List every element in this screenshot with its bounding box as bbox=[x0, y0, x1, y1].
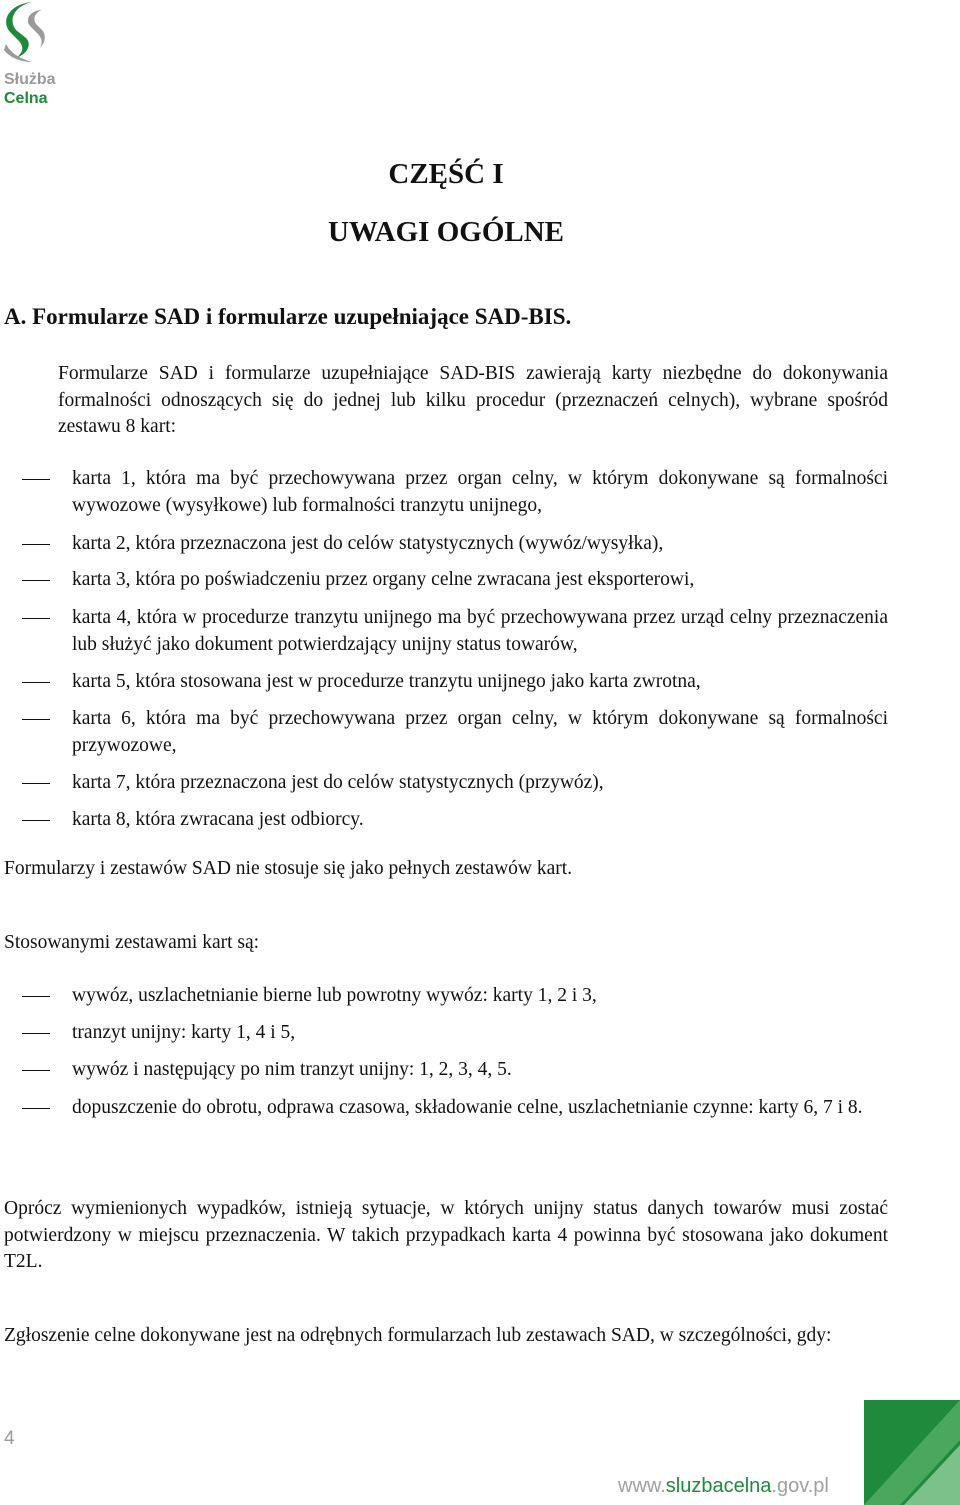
list-item-text: karta 1, która ma być przechowywana przez organ celny, w którym dokonywane są formalności wywozowe (wysyłkowe) lub formalności tranzytu unijnego, bbox=[72, 468, 888, 516]
section-heading: UWAGI OGÓLNE bbox=[327, 216, 565, 248]
dash-bullet bbox=[22, 1108, 50, 1109]
dash-bullet bbox=[22, 618, 50, 619]
dash-bullet bbox=[22, 544, 50, 545]
dash-bullet bbox=[22, 996, 50, 997]
dash-bullet bbox=[22, 580, 50, 581]
page-number: 4 bbox=[4, 1428, 15, 1449]
url-domain: sluzbacelna bbox=[665, 1475, 772, 1497]
list-item-text: karta 7, która przeznaczona jest do celów statystycznych (przywóz), bbox=[72, 772, 604, 793]
list-item bbox=[0, 1095, 960, 1155]
corner-decoration-graphic bbox=[864, 1400, 960, 1505]
logo-text-line2: Celna bbox=[4, 90, 48, 107]
list-item-text: karta 8, która zwracana jest odbiorcy. bbox=[72, 809, 364, 830]
dash-bullet bbox=[22, 783, 50, 784]
dash-bullet bbox=[22, 1033, 50, 1034]
t2l-paragraph: Oprócz wymienionych wypadków, istnieją sytuacje, w których unijny status danych towarów musi zostać potwierdzony w miejscu przeznaczenia. W takich przypadkach karta 4 powinna być stosowana jako dokument T2L. bbox=[4, 1198, 888, 1272]
footer-website-link[interactable] bbox=[618, 1475, 829, 1498]
sluzba-celna-logo-icon bbox=[2, 0, 46, 66]
list-item bbox=[0, 466, 960, 526]
list-item bbox=[0, 605, 960, 665]
list-item-text: karta 4, która w procedurze tranzytu unijnego ma być przechowywana przez urząd celny przeznaczenia lub służyć jako dokument potwierdzający unijny status towarów, bbox=[72, 607, 888, 655]
logo-text-line1: Służba bbox=[4, 71, 56, 88]
list-item-text: karta 2, która przeznaczona jest do celów statystycznych (wywóz/wysyłka), bbox=[72, 533, 664, 554]
section-a-title: A. Formularze SAD i formularze uzupełniające SAD-BIS. bbox=[4, 304, 572, 329]
dash-bullet bbox=[22, 1070, 50, 1071]
dash-bullet bbox=[22, 820, 50, 821]
list-item-text: tranzyt unijny: karty 1, 4 i 5, bbox=[72, 1022, 296, 1043]
list-item-text: wywóz i następujący po nim tranzyt unijny: 1, 2, 3, 4, 5. bbox=[72, 1059, 512, 1080]
intro-paragraph: Formularze SAD i formularze uzupełniające SAD-BIS zawierają karty niezbędne do dokonywania formalności odnoszących się do jednej lub kilku procedur (przeznaczeń celnych), wybrane spośród zestawu 8 kart: bbox=[58, 363, 888, 437]
url-prefix: www. bbox=[618, 1475, 666, 1497]
list-item-text: dopuszczenie do obrotu, odprawa czasowa, składowanie celne, uszlachetnianie czynne: karty 6, 7 i 8. bbox=[72, 1097, 863, 1118]
dash-bullet bbox=[22, 719, 50, 720]
list-item bbox=[0, 706, 960, 766]
list-item-text: karta 5, która stosowana jest w procedurze tranzytu unijnego jako karta zwrotna, bbox=[72, 671, 701, 692]
list-item-text: wywóz, uszlachetnianie bierne lub powrotny wywóz: karty 1, 2 i 3, bbox=[72, 985, 597, 1006]
url-suffix: .gov.pl bbox=[771, 1475, 829, 1497]
not-full-sets-paragraph: Formularzy i zestawów SAD nie stosuje się jako pełnych zestawów kart. bbox=[4, 858, 573, 879]
list-item-text: karta 3, która po poświadczeniu przez organy celne zwracana jest eksporterowi, bbox=[72, 569, 695, 590]
list-item-text: karta 6, która ma być przechowywana przez organ celny, w którym dokonywane są formalności przywozowe, bbox=[72, 708, 888, 756]
sluzba-celna-logo bbox=[0, 0, 70, 112]
sets-intro-paragraph: Stosowanymi zestawami kart są: bbox=[4, 932, 260, 953]
separate-forms-paragraph: Zgłoszenie celne dokonywane jest na odrębnych formularzach lub zestawach SAD, w szczególności, gdy: bbox=[4, 1325, 832, 1346]
dash-bullet bbox=[22, 682, 50, 683]
dash-bullet bbox=[22, 479, 50, 480]
part-heading: CZĘŚĆ I bbox=[388, 158, 504, 190]
